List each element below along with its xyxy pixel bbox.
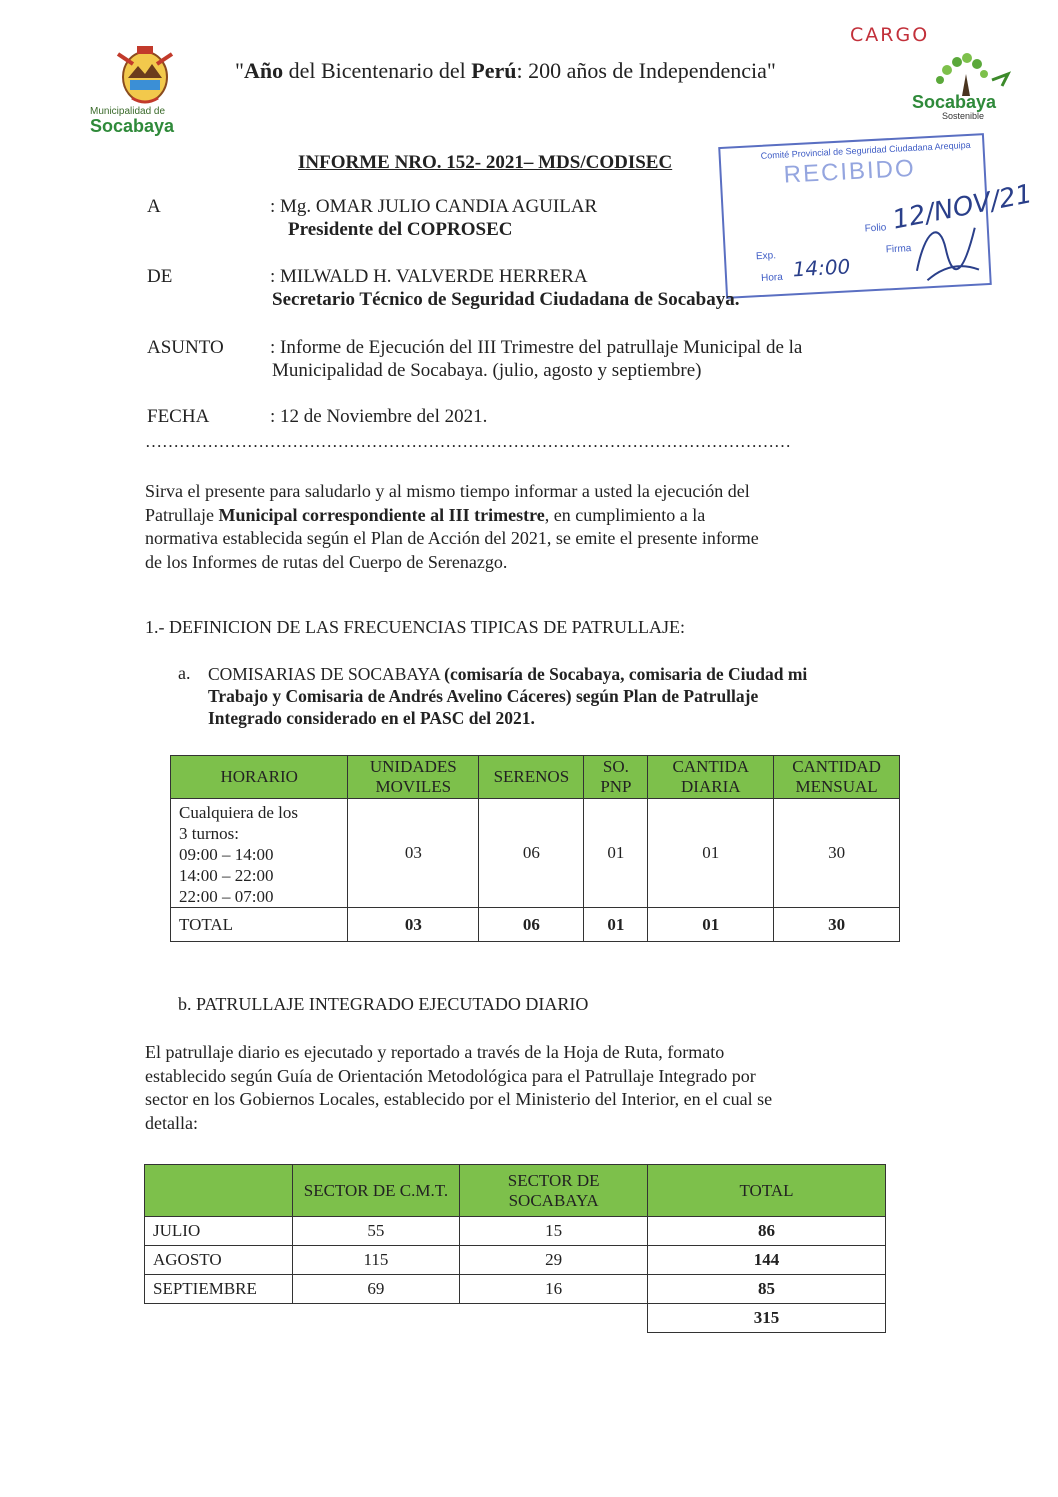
table-header: HORARIO xyxy=(171,756,348,799)
table-header: CANTIDA DIARIA xyxy=(648,756,774,799)
table-row xyxy=(145,1246,886,1275)
to-name: : Mg. OMAR JULIO CANDIA AGUILAR xyxy=(270,196,598,217)
from-name: : MILWALD H. VALVERDE HERRERA xyxy=(270,266,588,287)
table-cell: 115 xyxy=(292,1246,460,1275)
table-header: UNIDADES MOVILES xyxy=(348,756,479,799)
received-stamp xyxy=(718,133,1035,299)
logo-caption-big: Socabaya xyxy=(90,116,175,136)
year-motto: "Año del Bicentenario del Perú: 200 años de Independencia" xyxy=(235,58,776,83)
grand-total-cell: 315 xyxy=(648,1304,886,1333)
table-row xyxy=(145,1217,886,1246)
table-row xyxy=(145,1275,886,1304)
total-cell: 01 xyxy=(584,908,648,942)
municipality-logo xyxy=(88,44,203,140)
stamp-hora-label: Hora xyxy=(760,271,784,284)
dotted-separator: …………………………………………………………………………………………………… xyxy=(145,432,791,451)
intro-line: de los Informes de rutas del Cuerpo de Serenazgo. xyxy=(145,551,508,572)
document-title: INFORME NRO. 152- 2021– MDS/CODISEC xyxy=(298,152,673,173)
intro-line: Sirva el presente para saludarlo y al mismo tiempo informar a usted la ejecución del xyxy=(145,481,750,501)
intro-paragraph xyxy=(145,480,925,574)
item-a-letter: a. xyxy=(178,663,191,683)
month-cell: SEPTIEMBRE xyxy=(145,1275,293,1304)
total-cell: 30 xyxy=(774,908,900,942)
subject-label: ASUNTO xyxy=(147,337,224,358)
total-cell: 03 xyxy=(348,908,479,942)
item-b-heading: b. PATRULLAJE INTEGRADO EJECUTADO DIARIO xyxy=(178,994,589,1014)
schedule-cell: Cualquiera de los 3 turnos: 09:00 – 14:00 14:00 – 22:00 22:00 – 07:00 xyxy=(171,799,348,908)
table-header: SERENOS xyxy=(479,756,584,799)
stamp-folio-label: Folio xyxy=(864,222,887,235)
socabaya-sostenible-logo xyxy=(912,52,1022,132)
frequency-table xyxy=(170,755,900,942)
row-total-cell: 144 xyxy=(648,1246,886,1275)
stamp-org-line: Comité Provincial de Seguridad Ciudadana Arequipa xyxy=(760,139,971,161)
table-cell: 30 xyxy=(774,799,900,908)
table-cell: 29 xyxy=(460,1246,648,1275)
grand-total-row xyxy=(145,1304,886,1333)
table-header: TOTAL xyxy=(648,1165,886,1217)
stamp-firma-label: Firma xyxy=(885,243,912,256)
to-label: A xyxy=(147,196,161,217)
table-cell: 16 xyxy=(460,1275,648,1304)
stamp-exp-label: Exp. xyxy=(755,250,777,263)
table-cell: 69 xyxy=(292,1275,460,1304)
from-label: DE xyxy=(147,266,173,287)
date-value: : 12 de Noviembre del 2021. xyxy=(270,406,488,427)
total-cell: 06 xyxy=(479,908,584,942)
subject-line-1: : Informe de Ejecución del III Trimestre del patrullaje Municipal de la xyxy=(270,337,803,358)
table-header: SECTOR DE C.M.T. xyxy=(292,1165,460,1217)
date-label: FECHA xyxy=(147,406,210,427)
to-role: Presidente del COPROSEC xyxy=(288,219,513,240)
stamp-received: RECIBIDO xyxy=(783,154,917,189)
table-cell: 15 xyxy=(460,1217,648,1246)
route-paragraph: El patrullaje diario es ejecutado y reportado a través de la Hoja de Ruta, formato establecido según Guía de Orientación Metodológica para el Patrullaje Integrado por sector en los Gobiernos Locales, establecido por el Ministerio del Interior, en el cual se detalla: xyxy=(145,1042,773,1133)
table-cell: 06 xyxy=(479,799,584,908)
section-heading: 1.- DEFINICION DE LAS FRECUENCIAS TIPICAS DE PATRULLAJE: xyxy=(145,617,686,637)
intro-line: Patrullaje Municipal correspondiente al III trimestre, en cumplimiento a la xyxy=(145,504,706,525)
total-label: TOTAL xyxy=(171,908,348,942)
handwritten-cargo: CARGO xyxy=(850,24,930,46)
table-header: SO. PNP xyxy=(584,756,648,799)
table-header xyxy=(145,1165,293,1217)
total-cell: 01 xyxy=(648,908,774,942)
municipality-emblem-icon xyxy=(88,44,203,106)
table-cell: 01 xyxy=(648,799,774,908)
total-row xyxy=(171,908,900,942)
logo-caption-small: Municipalidad de xyxy=(90,106,166,117)
monthly-patrol-table xyxy=(144,1164,886,1333)
table-cell: 01 xyxy=(584,799,648,908)
from-role: Secretario Técnico de Seguridad Ciudadana de Socabaya. xyxy=(272,289,740,310)
right-logo-name: Socabaya xyxy=(912,92,997,112)
row-total-cell: 85 xyxy=(648,1275,886,1304)
item-a-text: COMISARIAS DE SOCABAYA (comisaría de Socabaya, comisaria de Ciudad mi Trabajo y Comisaria de Andrés Avelino Cáceres) según Plan de Patrullaje Integrado considerado en el PASC del 2021. xyxy=(208,664,808,728)
subject-line-2: Municipalidad de Socabaya. (julio, agosto y septiembre) xyxy=(272,360,702,381)
row-total-cell: 86 xyxy=(648,1217,886,1246)
intro-line: normativa establecida según el Plan de Acción del 2021, se emite el presente informe xyxy=(145,528,759,548)
stamp-hour-handwritten: 14:00 xyxy=(792,254,851,282)
table-header: CANTIDAD MENSUAL xyxy=(774,756,900,799)
right-logo-tagline: Sostenible xyxy=(942,111,985,121)
table-header: SECTOR DE SOCABAYA xyxy=(460,1165,648,1217)
table-cell: 55 xyxy=(292,1217,460,1246)
stamp-date-handwritten: 12/NOV/21 xyxy=(890,179,1035,236)
table-cell: 03 xyxy=(348,799,479,908)
signature-icon xyxy=(904,207,988,291)
month-cell: JULIO xyxy=(145,1217,293,1246)
month-cell: AGOSTO xyxy=(145,1246,293,1275)
